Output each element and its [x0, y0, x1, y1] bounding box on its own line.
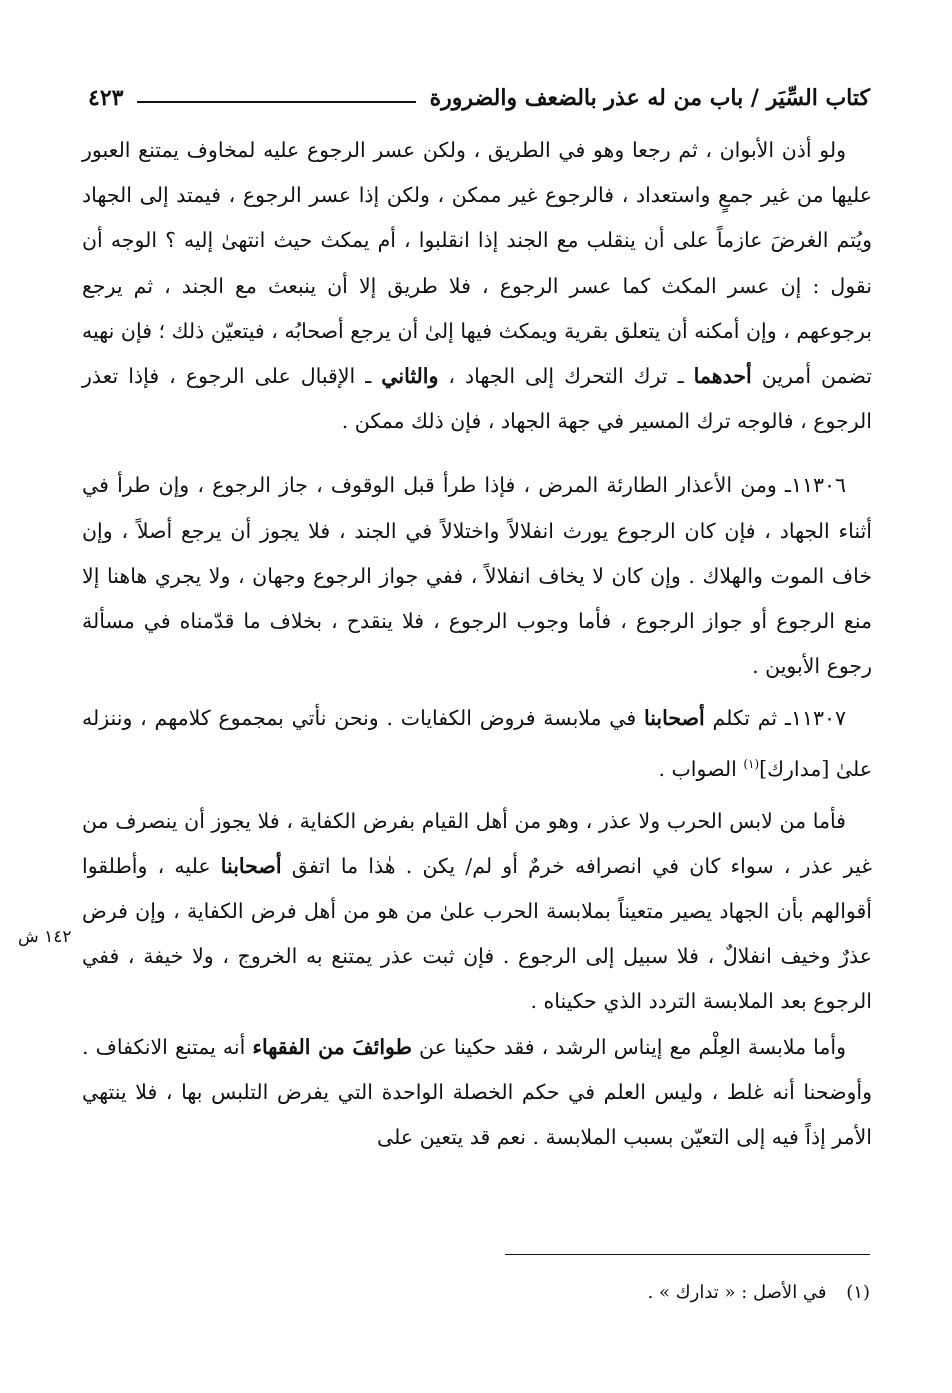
paragraph-5: [82, 1025, 872, 1161]
footnote-text: في الأصل : « تدارك » .: [647, 1282, 827, 1303]
chapter-title: كتاب السِّيَر / باب من له عذر بالضعف والضرورة: [429, 85, 870, 111]
text-run: الصواب .: [658, 756, 744, 781]
bold-run: أصحابنا: [220, 853, 282, 878]
text-run: ـ ترك التحرك إلى الجهاد ،: [438, 364, 694, 389]
text-run: ١١٣٠٦ـ ومن الأعذار الطارئة المرض ، فإذا طرأ قبل الوقوف ، جاز الرجوع ، وإن طرأ في أثناء الجهاد ، فإن كان الرجوع يورث انفلالاً واختلالاً في الجند ، فلا يجوز أن يرجع أصلاً ، وإن خاف الموت والهلاك . وإن كان لا يخاف انفلالاً ، ففي جواز الرجوع وجهان ، ولا يجري هاهنا إلا منع الرجوع أو جواز الرجوع ، فأما وجوب الرجوع ، فلا ينقدح ، بخلاف ما قدّمناه في مسألة رجوع الأبوين .: [82, 473, 872, 679]
bold-run: أحدهما: [693, 364, 752, 389]
paragraph-11306: [82, 463, 872, 689]
body-text: [82, 128, 872, 1160]
bold-run: طوائفَ من الفقهاء: [252, 1034, 412, 1059]
paragraph-1: [82, 128, 872, 444]
bold-run: أصحابنا: [643, 706, 705, 731]
text-run: ـ الإقبال على الرجوع ، فإذا تعذر الرجوع ، فالوجه ترك المسير في جهة الجهاد ، فإن ذلك ممكن .: [82, 364, 872, 434]
running-header: [88, 78, 870, 118]
footnote: [400, 1279, 870, 1307]
text-run: ١١٣٠٧ـ ثم تكلم: [704, 706, 846, 731]
footnote-reference: (١): [743, 756, 760, 771]
text-run: عليه ، وأطلقوا أقوالهم بأن الجهاد يصير متعيناً بملابسة الحرب علىٰ من هو من أهل فرض الكفاية ، وإن فرض عذرٌ وخيف انفلالٌ ، فلا سبيل إلى الرجوع . فإن ثبت عذر يمتنع به الخروج ، ولا خيفة ، ففي الرجوع بعد الملابسة التردد الذي حكيناه .: [82, 853, 872, 1014]
text-run: في ملابسة فروض الكفايات . ونحن نأتي بمجموع كلامهم ، وننزله علىٰ [مدارك]: [82, 706, 872, 781]
text-run: ولو أذن الأبوان ، ثم رجعا وهو في الطريق ، ولكن عسر الرجوع عليه لمخاوف يمتنع العبور عليها من غير جمعٍ واستعداد ، فالرجوع غير ممكن ، ولكن إذا عسر الرجوع ، فيمتد إلى الجهاد ويُتم الغرضَ عازماً على أن ينقلب مع الجند إذا انقلبوا ، أم يمكث حيث انتهىٰ إليه ؟ الوجه أن نقول : إن عسر المكث كما عسر الرجوع ، فلا طريق إلا أن ينبعث مع الجند ، ثم يرجع برجوعهم ، وإن أمكنه أن يتعلق بقرية ويمكث فيها إلىٰ أن يرجع أصحابُه ، فيتعيّن ذلك ؛ فإن نهيه تضمن أمرين: [82, 138, 872, 389]
paragraph-11307: [82, 696, 872, 791]
text-run: فأما من لابس الحرب ولا عذر ، وهو من أهل القيام بفرض الكفاية ، فلا يجوز أن ينصرف من غير عذر ، سواء كان في انصرافه خرمٌ أو لم/ يكن . هٰذا ما اتفق: [82, 808, 872, 878]
paragraph-4: [82, 799, 872, 1025]
text-run: أنه يمتنع الانكفاف . وأوضحنا أنه غلط ، وليس العلم في حكم الخصلة الواحدة التي يفرض التلبس بها ، فلا ينتهي الأمر إذاً فيه إلى التعيّن بسبب الملابسة . نعم قد يتعين على: [82, 1034, 872, 1150]
margin-manuscript-note: ١٤٢ ش: [18, 927, 72, 947]
footnote-separator: [505, 1254, 870, 1255]
bold-run: والثاني: [381, 364, 439, 389]
text-run: وأما ملابسة العِلْم مع إيناس الرشد ، فقد حكينا عن: [411, 1034, 846, 1059]
page-number: ٤٢٣: [88, 85, 124, 111]
header-rule: [137, 101, 415, 103]
footnote-marker: (١): [846, 1282, 870, 1303]
